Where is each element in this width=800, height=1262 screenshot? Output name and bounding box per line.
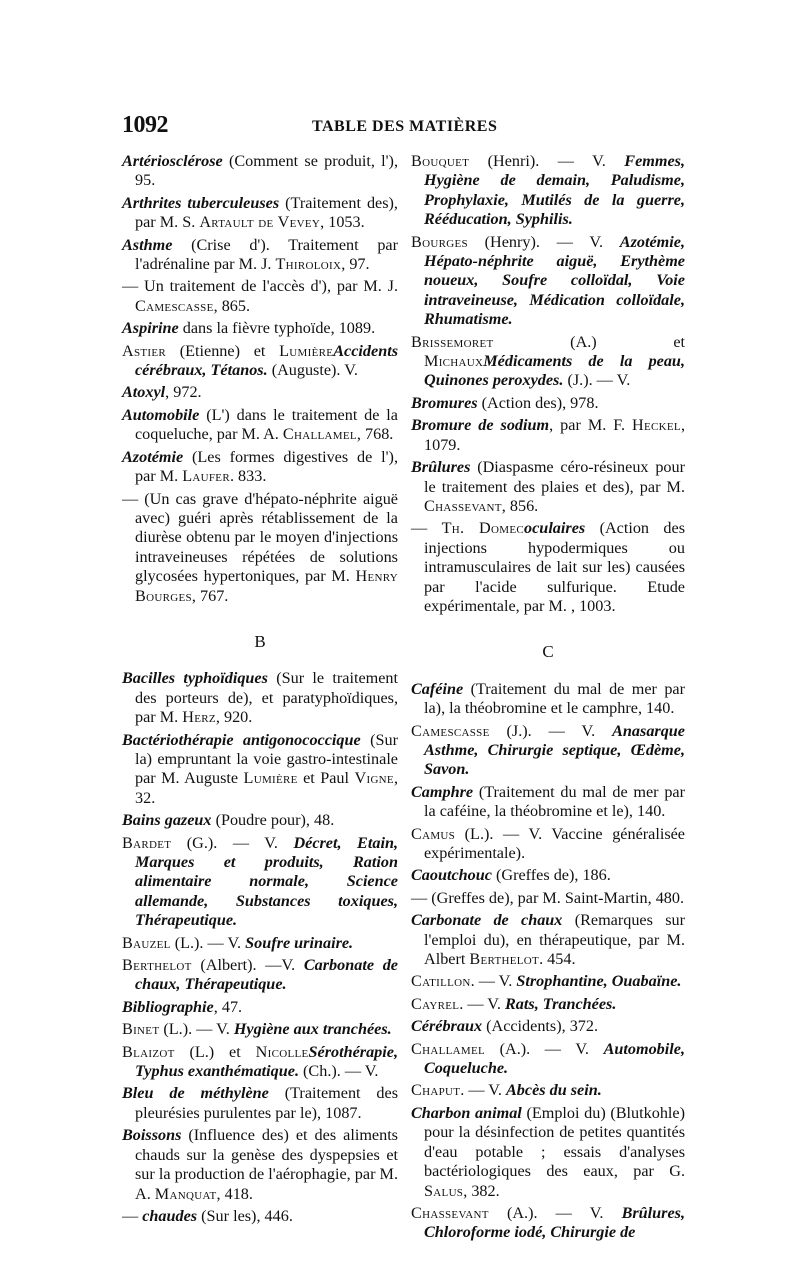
entry-crossref: Médicaments de la peau, Quinones peroxydes. [424,352,685,390]
entry-headword: Automobile [122,405,200,424]
entry-headword: Boissons [122,1126,182,1145]
entry-name: Herz [182,708,216,727]
entry-text: . — V. [460,1081,506,1100]
entry-text: (Crise d'). Traitement par l'adrénaline par M. J. [135,235,398,274]
page-number: 1092 [122,112,168,138]
entry-headword: Bains gazeux [122,811,212,830]
entry-crossref: Décret, Etain, Marques et produits, Ration alimentaire normale, Science allemande, Substances toxiques, Thérapeutique. [135,833,398,930]
entry-headword: Asthme [122,235,173,254]
entry-crossref: Carbonate de chaux, Thérapeutique. [135,956,398,994]
entry-name: Bouquet [411,152,470,170]
entry-name: Salus [424,1181,464,1200]
entry-headword: Bromures [411,393,478,412]
entry-headword: Bactériothérapie antigonococcique [122,730,361,749]
entry-crossref: Anasarque Asthme, Chirurgie septique, Œdème, Savon. [424,721,685,779]
entry-name: Challamel [411,1039,485,1058]
entry-text: , 32. [135,769,398,807]
entry-text: , 856. [501,496,539,515]
index-entry [122,342,398,381]
entry-text: , par M. F. [549,416,633,435]
index-entry [122,1084,398,1123]
entry-name: Brissemoret [411,332,494,351]
entry-headword: Azotémie [122,447,184,466]
index-entry [122,731,398,809]
entry-text: dans la fièvre typhoïde, 1089. [178,319,376,338]
entry-text: , 418. [216,1184,253,1203]
index-entry [411,1040,685,1079]
entry-text: (Emploi du) (Blutkohle) pour la désinfection de petites quantités d'eau potable ; essais d'analyses bactériologiques des eaux, par G. [424,1103,685,1181]
entry-name: Binet [122,1020,160,1039]
entry-text: (Traitement du mal de mer par la caféine, la théobromine et le), 140. [424,782,685,821]
entry-text: (Ch.). — V. [299,1062,379,1081]
entry-text: , 767. [191,586,229,605]
entry-text: (J.). — V. [563,371,631,390]
entry-text: (Sur le traitement des porteurs de), et paratyphoïdiques, par M. [135,669,398,727]
entry-name: Nicolle [255,1042,309,1061]
entry-text: (Sur les), 446. [197,1206,293,1225]
entry-text: , 47. [213,997,243,1016]
entry-headword: Cérébraux [411,1017,483,1036]
entry-text: , 972. [165,383,202,402]
entry-crossref: Rats, Tranchées. [505,994,617,1013]
index-entry [411,1081,685,1100]
entry-text: (L.) et [174,1042,256,1061]
entry-text: , 1079. [424,416,685,454]
entry-text: (G.). — V. [171,833,294,852]
index-entry [411,233,685,330]
entry-headword: Bromure de sodium [411,416,550,435]
page-header [122,112,682,142]
index-entry [122,934,398,953]
entry-name: Lumière [243,769,298,788]
entry-name: Catillon [411,972,471,991]
entry-text: , 865. [213,296,251,315]
entry-text: (Henri). — V. [469,152,625,170]
entry-name: Manquat [154,1184,217,1203]
entry-text: (Auguste). V. [267,361,358,380]
entry-text: (A.). — V. [488,1203,622,1222]
entry-headword: Caféine [411,679,464,698]
entry-name: Bauzel [122,933,171,952]
running-title: TABLE DES MATIÈRES [312,118,498,135]
entry-name: Camescasse [135,296,214,315]
index-entry [122,277,398,316]
index-entry [411,1204,685,1243]
entry-name: Michaux [424,352,484,371]
entry-text: , 768. [356,425,394,444]
entries-b [122,669,398,1226]
entry-text: , 1053. [320,213,365,232]
index-entry [411,458,685,516]
entry-crossref: Hygiène aux tranchées. [233,1020,392,1039]
index-entry [122,1043,398,1082]
entry-crossref: Automobile, Coqueluche. [424,1039,685,1078]
index-entry [411,783,685,822]
entry-headword: Charbon animal [411,1103,522,1122]
entry-text: (Greffes de), 186. [491,866,611,885]
entry-text: (L.). — V. Vaccine généralisée expérimentale). [424,824,685,862]
entries-b-continued [411,152,685,616]
entry-crossref: Accidents cérébraux, Tétanos. [135,341,398,380]
entry-headword: Bleu de méthylène [122,1084,269,1103]
entry-text: et Paul [297,769,355,788]
section-letter-b: B [254,631,266,651]
entry-name: Vigne [354,769,394,788]
right-column [411,152,685,1246]
index-entry [411,519,685,616]
index-entry [122,834,398,931]
entry-crossref: Femmes, Hygiène de demain, Paludisme, Prophylaxie, Mutilés de la guerre, Rééducation, Syphilis. [424,152,685,229]
index-entry [411,889,685,908]
index-entry [411,680,685,719]
index-entry [122,1126,398,1204]
index-entry [411,825,685,864]
entry-text: , 1003. [570,596,616,615]
entry-name: Blaizot [122,1042,175,1061]
entry-crossref: Sérothérapie, Typhus exanthématique. [135,1042,398,1081]
entry-text: — (Greffes de), par M. Saint-Martin, 480. [411,888,685,907]
entry-headword: Arthrites tuberculeuses [122,193,280,212]
entry-headword: Brûlures [411,458,471,477]
entry-text: — [122,1206,143,1225]
entry-text: (Accidents), 372. [482,1017,599,1036]
entry-text: (Poudre pour), 48. [211,811,335,830]
index-entry [122,406,398,445]
entry-text: , 97. [341,255,370,274]
entry-text: (Traitement du mal de mer par la), la théobromine et le camphre, 140. [424,679,685,718]
index-entry [122,319,398,338]
entry-text: (Sur la) empruntant la voie gastro-intestinale par M. Auguste [135,730,398,788]
entry-text: — (Un cas grave d'hépato-néphrite aiguë avec) guéri après rétablissement de la diurèse obtenu par le moyen d'injections intraveineuses répétées de solutions glycosées hypertoniques, par M. [122,489,398,586]
left-column [122,152,398,1229]
entry-headword: Caoutchouc [411,866,492,885]
entry-text: (Etienne) et [166,341,280,360]
entry-text: (A.) et [493,332,685,351]
index-entry [122,998,398,1017]
entry-text: . — V. [459,994,505,1013]
entry-name: Astier [122,341,167,360]
entry-name: Heckel [632,416,681,435]
entry-name: Thiroloix [275,255,342,274]
index-entry [411,333,685,391]
entry-headword: Carbonate de chaux [411,911,563,930]
entry-text: — Un traitement de l'accès d'), par M. J. [122,277,398,296]
index-entry [122,1207,398,1226]
entry-text: (Comment se produit, l'), 95. [135,152,398,190]
entry-name: Cayrel [411,994,460,1013]
entry-name: Chassevant [411,1203,489,1222]
index-entry [122,448,398,487]
index-entry [411,152,685,230]
index-entry [122,383,398,402]
index-entry [122,194,398,233]
entry-name: Lumière [279,341,334,360]
index-entry [411,394,685,413]
entry-text: . 833. [229,467,267,486]
entry-headword: Aspirine [122,319,179,338]
entry-name: Chaput [411,1081,461,1100]
entry-crossref: chaudes [142,1206,198,1225]
index-entry [411,972,685,991]
entry-text: (Traitement des pleurésies purulentes par le), 1087. [135,1084,398,1122]
entry-name: Berthelot [122,956,192,975]
entries-a-continued [122,152,398,606]
index-entry [122,811,398,830]
entry-name: Artault de Vevey [199,213,321,232]
entry-name: Bourges [411,232,468,251]
entry-text: . 454. [539,950,576,969]
entry-text: , 382. [463,1181,500,1200]
entry-text: (L.). — V. [170,933,246,952]
entry-text: (Traitement des), par M. S. [135,193,398,232]
entry-text: (Remarques sur l'emploi du), en thérapeutique, par M. Albert [424,911,685,969]
index-entry [122,956,398,995]
index-entry [122,152,398,191]
entry-name: Chassevant [424,496,502,515]
entry-crossref: Brûlures, Chloroforme iodé, Chirurgie de [424,1203,685,1242]
index-entry [122,1020,398,1039]
entry-name: Berthelot [469,950,540,969]
entry-headword: Artériosclérose [122,152,223,170]
entry-text: (A.). — V. [485,1039,604,1058]
entry-crossref: Soufre urinaire. [245,933,354,952]
entry-text: (Diaspasme céro-résineux pour le traitement des plaies et des), par M. [424,458,685,496]
entry-headword: Camphre [411,782,474,801]
index-entry [411,722,685,780]
entry-name: Th. Domec [441,519,525,538]
entry-name: Henry Bourges [135,567,398,605]
entry-text: (Action des injections hypodermiques ou intramusculaires de lait sur les) causées par l'acide sulfurique. Etude expérimentale, par M. [424,519,685,615]
entry-headword: Bibliographie [122,997,214,1016]
entry-headword: Atoxyl [122,383,166,402]
entry-name: Camescasse [411,721,490,740]
entry-name: Camus [411,824,456,843]
index-entry [411,1017,685,1036]
entry-text: , 920. [215,708,253,727]
entry-text: . — V. [470,972,517,991]
index-entry [122,236,398,275]
index-entry [122,669,398,727]
entry-headword: Bacilles typhoïdiques [122,669,268,688]
entry-crossref: Abcès du sein. [506,1081,602,1100]
entry-crossref: Strophantine, Ouabaïne. [516,972,682,991]
index-entry [411,995,685,1014]
entry-crossref: oculaires [524,519,586,538]
section-letter-c: C [542,642,554,662]
entry-name: Laufer [182,467,230,486]
index-entry [411,866,685,885]
entry-text: (J.). — V. [489,721,613,740]
entry-text: (Action des), 978. [477,393,599,412]
index-entry [411,911,685,969]
entry-text: (Henry). — V. [467,232,620,251]
entry-name: Bardet [122,833,172,852]
entry-crossref: Azotémie, Hépato-néphrite aiguë, Erythème noueux, Soufre colloïdal, Voie intraveineuse, Médication colloïdale, Rhumatisme. [424,232,685,329]
entry-text: (Les formes digestives de l'), par M. [135,447,398,486]
entry-text: — [411,519,442,538]
entry-text: (L.). — V. [159,1020,234,1039]
entry-text: (Albert). —V. [191,956,304,975]
index-entry [411,1104,685,1201]
index-entry [411,416,685,455]
entry-text: (L') dans le traitement de la coqueluche, par M. A. [135,405,398,444]
entry-name: Challamel [282,425,357,444]
index-entry [122,490,398,606]
entries-c [411,680,685,1243]
entry-text: (Influence des) et des aliments chauds sur la genèse des dyspepsies et sur la production de l'aérophagie, par M. A. [135,1126,398,1203]
